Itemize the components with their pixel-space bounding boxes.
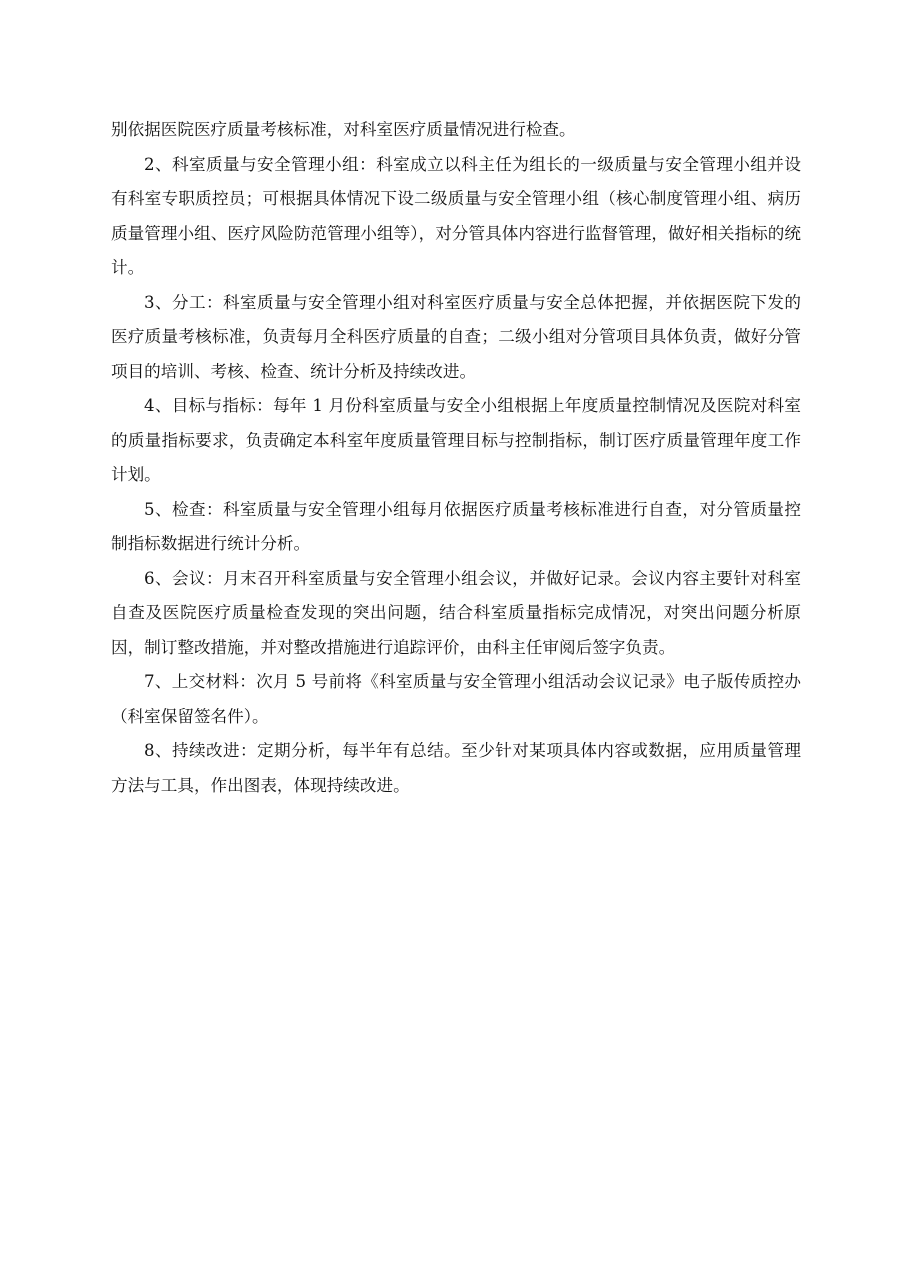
- paragraph-division-of-labor: 3、分工：科室质量与安全管理小组对科室医疗质量与安全总体把握，并依据医院下发的医疗质量考核标准，负责每月全科医疗质量的自查；二级小组对分管项目具体负责，做好分管项目的培训、考核、检查、统计分析及持续改进。: [111, 292, 801, 381]
- paragraph-inspection: 5、检查：科室质量与安全管理小组每月依据医疗质量考核标准进行自查，对分管质量控制指标数据进行统计分析。: [111, 499, 801, 553]
- paragraph-submission-materials: 7、上交材料：次月 5 号前将《科室质量与安全管理小组活动会议记录》电子版传质控办（科室保留签名件）。: [111, 672, 801, 726]
- document-body: [111, 113, 801, 803]
- paragraph-continuation: 别依据医院医疗质量考核标准，对科室医疗质量情况进行检查。: [111, 120, 576, 139]
- paragraph-goals-and-indicators: 4、目标与指标：每年 1 月份科室质量与安全小组根据上年度质量控制情况及医院对科室的质量指标要求，负责确定本科室年度质量管理目标与控制指标，制订医疗质量管理年度工作计划。: [111, 396, 801, 484]
- paragraph-continuous-improvement: 8、持续改进：定期分析，每半年有总结。至少针对某项具体内容或数据，应用质量管理方法与工具，作出图表，体现持续改进。: [111, 741, 801, 795]
- paragraph-quality-safety-group: 2、科室质量与安全管理小组：科室成立以科主任为组长的一级质量与安全管理小组并设有科室专职质控员；可根据具体情况下设二级质量与安全管理小组（核心制度管理小组、病历质量管理小组、医疗风险防范管理小组等），对分管具体内容进行监督管理，做好相关指标的统计。: [111, 154, 801, 277]
- paragraph-meeting: 6、会议：月末召开科室质量与安全管理小组会议，并做好记录。会议内容主要针对科室自查及医院医疗质量检查发现的突出问题，结合科室质量指标完成情况，对突出问题分析原因，制订整改措施，并对整改措施进行追踪评价，由科主任审阅后签字负责。: [111, 568, 801, 657]
